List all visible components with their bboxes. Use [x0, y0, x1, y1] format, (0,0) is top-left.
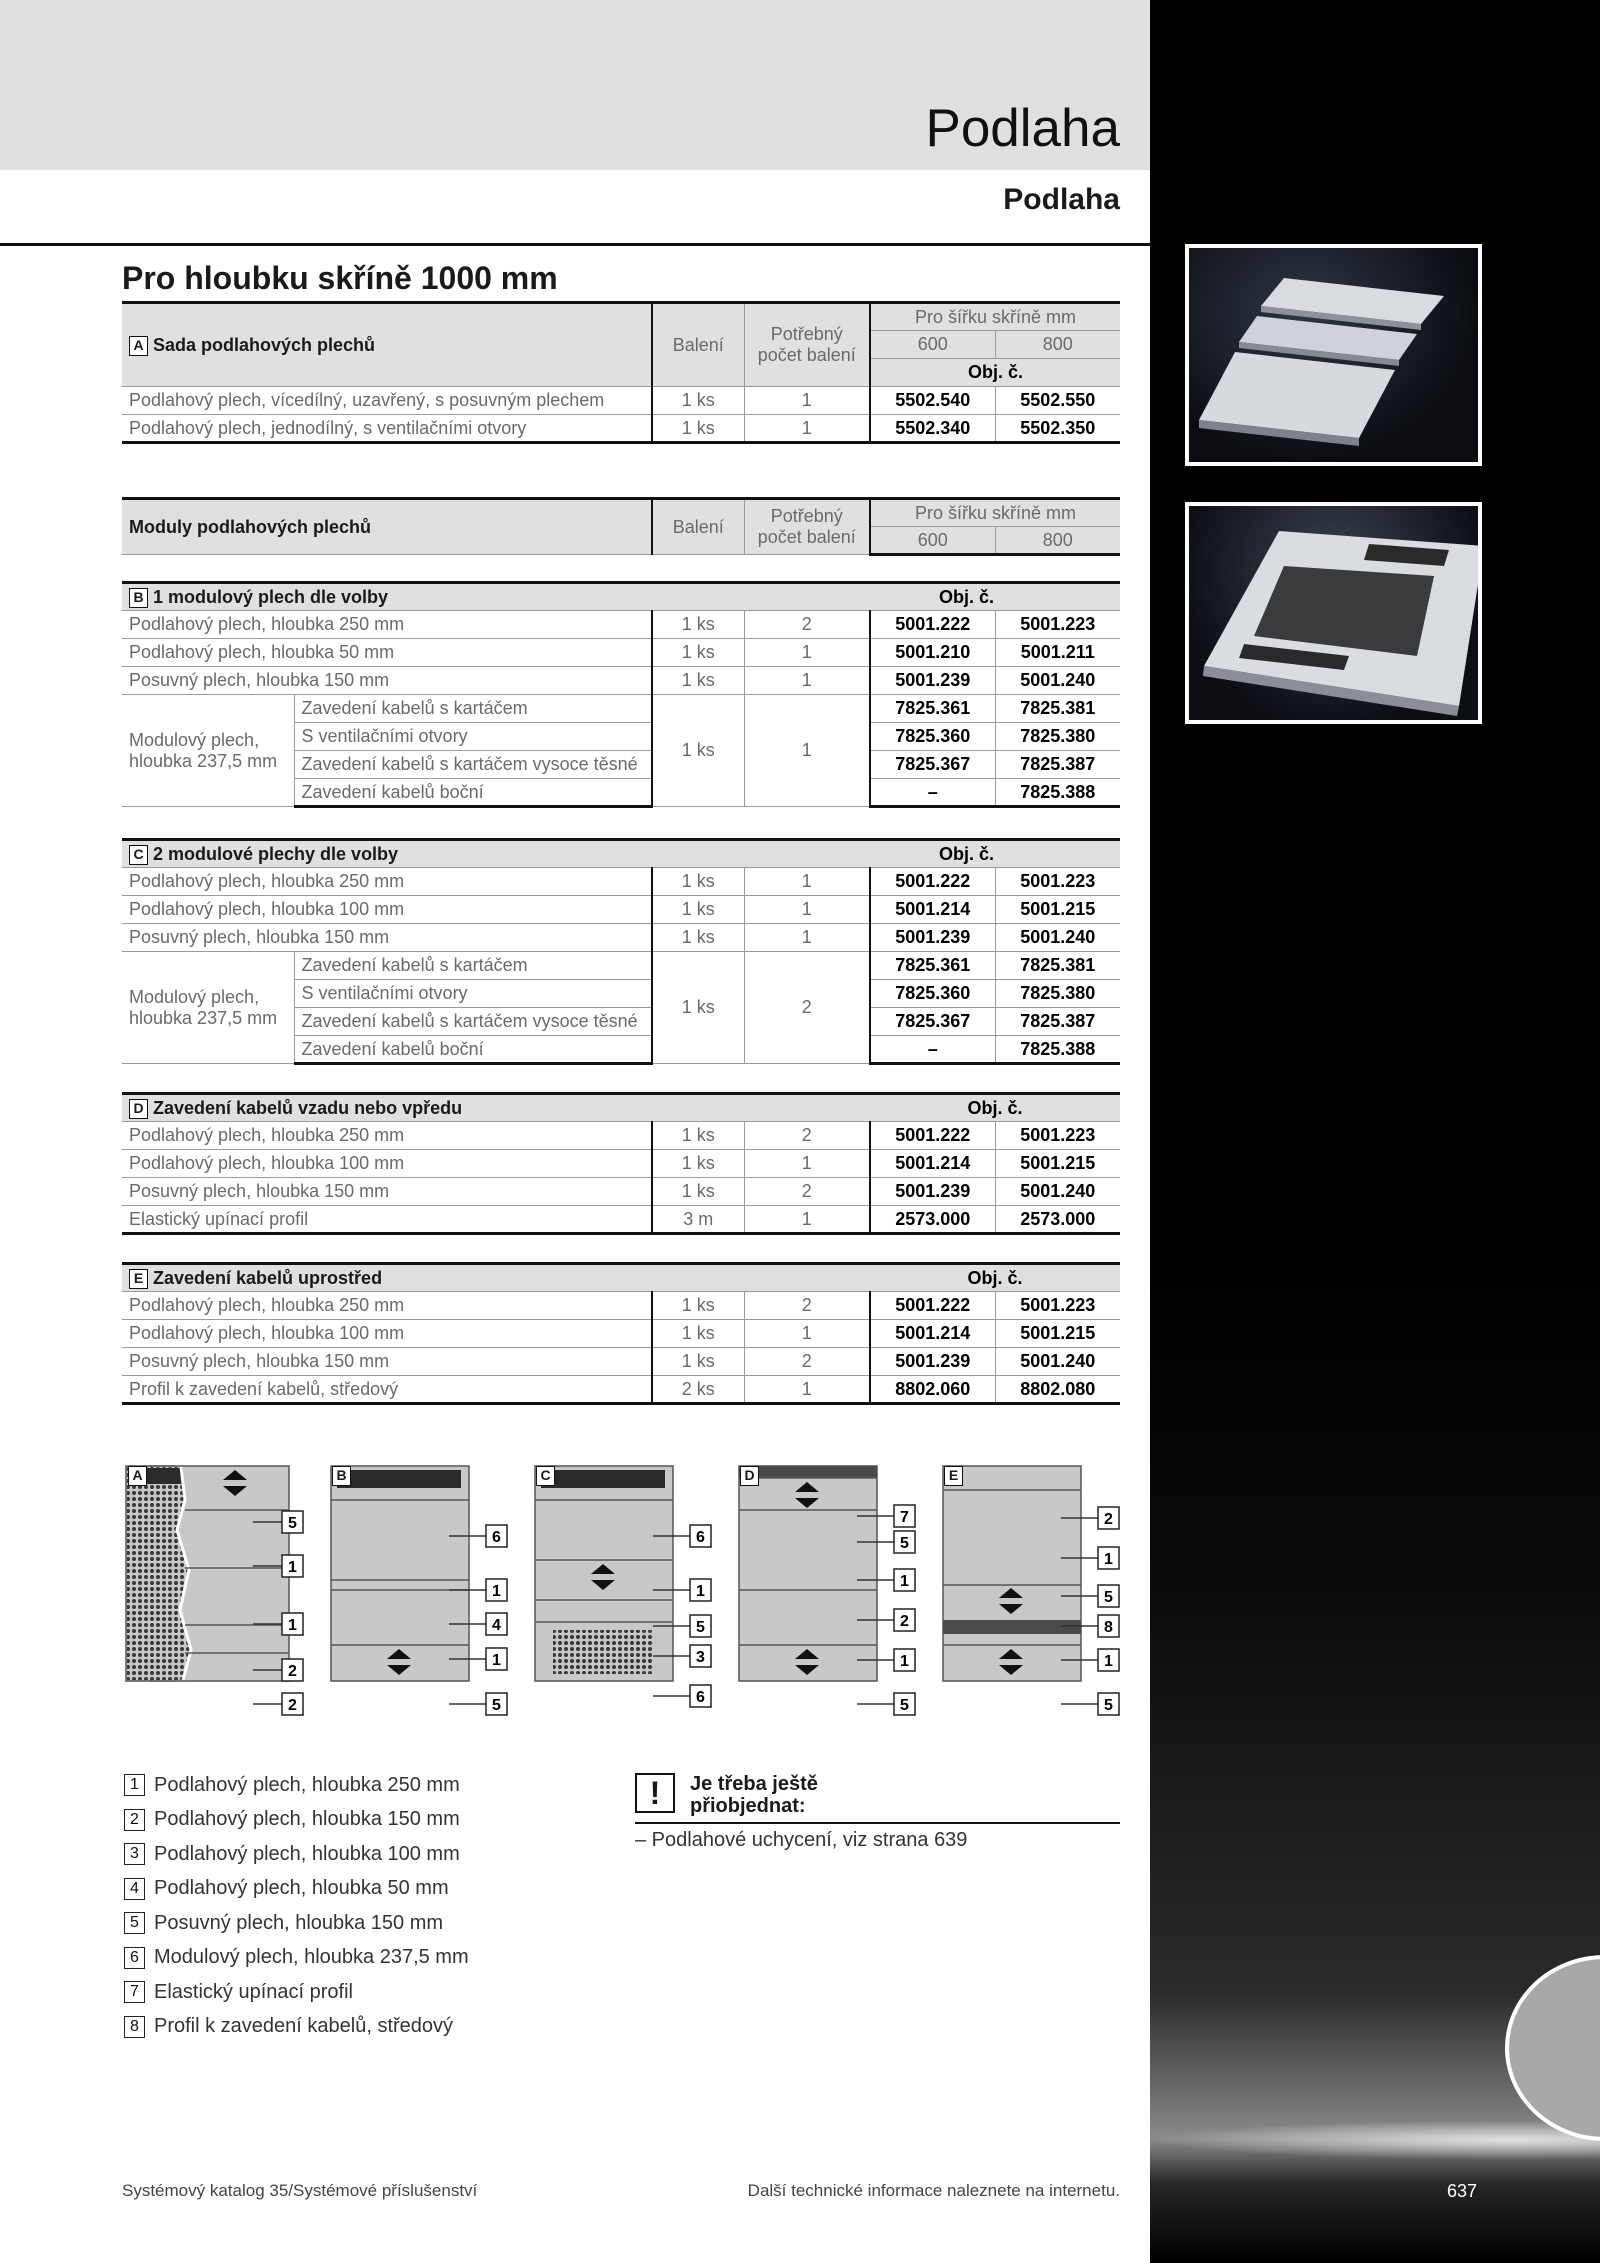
order-no-800: 7825.380	[995, 980, 1120, 1008]
callout-number: 2	[900, 1613, 909, 1630]
row-name: Podlahový plech, vícedílný, uzavřený, s posuvným plechem	[122, 387, 652, 415]
order-no-600: 5502.340	[870, 415, 995, 443]
row-name: Podlahový plech, hloubka 50 mm	[122, 639, 652, 667]
order-no-600: 5001.239	[870, 1178, 995, 1206]
table-e-title: Zavedení kabelů uprostřed	[153, 1267, 383, 1288]
diagram-c	[533, 1460, 733, 1725]
legend-text: Podlahový plech, hloubka 100 mm	[154, 1842, 460, 1865]
callout-number: 6	[696, 1529, 705, 1546]
row-pack: 1 ks	[652, 1122, 744, 1150]
module-variant: Zavedení kabelů boční	[294, 1036, 652, 1064]
row-name: Posuvný plech, hloubka 150 mm	[122, 1178, 652, 1206]
module-pack: 1 ks	[652, 952, 744, 1064]
callout-number: 4	[492, 1617, 501, 1634]
legend-number: 7	[124, 1981, 145, 2003]
col-packaging: Balení	[652, 303, 744, 387]
order-no-800: 5502.550	[995, 387, 1120, 415]
order-no-header: Obj. č.	[870, 359, 1120, 387]
row-pack: 1 ks	[652, 387, 744, 415]
callout-number: 5	[900, 1697, 909, 1714]
row-pack: 1 ks	[652, 639, 744, 667]
order-no-800: 7825.387	[995, 751, 1120, 779]
diagram-letter-c: C	[536, 1466, 555, 1486]
legend-text: Podlahový plech, hloubka 150 mm	[154, 1808, 460, 1831]
row-need: 2	[744, 1178, 870, 1206]
callout-number: 7	[900, 1509, 909, 1526]
order-no-800: 5001.240	[995, 1178, 1120, 1206]
order-no-600: –	[870, 1036, 995, 1064]
table-b-title: 1 modulový plech dle volby	[153, 586, 389, 607]
order-no-600: 7825.367	[870, 1008, 995, 1036]
diagram-b	[329, 1460, 529, 1725]
footer-left: Systémový katalog 35/Systémové příslušenství	[122, 2181, 478, 2200]
diagram-letter-a: A	[128, 1466, 147, 1486]
order-no-800: 5001.215	[995, 1320, 1120, 1348]
order-no-800: 5001.215	[995, 1150, 1120, 1178]
row-pack: 1 ks	[652, 1292, 744, 1320]
row-pack: 3 m	[652, 1206, 744, 1234]
letter-box-c: C	[129, 845, 148, 865]
row-need: 1	[744, 415, 870, 443]
order-no-label: Obj. č.	[939, 843, 995, 864]
order-no-600: 5502.540	[870, 387, 995, 415]
row-pack: 1 ks	[652, 1178, 744, 1206]
order-no-600: 7825.361	[870, 952, 995, 980]
col-cabinet-width: Pro šířku skříně mm	[870, 499, 1120, 527]
legend-number: 8	[124, 2016, 145, 2038]
callout-number: 5	[900, 1535, 909, 1552]
legend-item	[124, 1941, 469, 1976]
row-need: 1	[744, 387, 870, 415]
callout-number: 5	[288, 1515, 297, 1532]
row-need: 2	[744, 1292, 870, 1320]
module-variant: Zavedení kabelů boční	[294, 779, 652, 807]
order-no-800: 7825.381	[995, 952, 1120, 980]
diagram-e	[941, 1460, 1141, 1725]
order-no-800: 7825.387	[995, 1008, 1120, 1036]
row-pack: 2 ks	[652, 1376, 744, 1404]
order-no-800: 8802.080	[995, 1376, 1120, 1404]
row-name: Podlahový plech, hloubka 250 mm	[122, 1292, 652, 1320]
row-need: 1	[744, 639, 870, 667]
legend-number: 5	[124, 1912, 145, 1934]
note-rule	[635, 1822, 1120, 1824]
callout-number: 1	[492, 1652, 501, 1669]
col-packaging: Balení	[652, 499, 744, 555]
legend-item	[124, 1975, 469, 2010]
order-no-600: 7825.360	[870, 980, 995, 1008]
order-no-800: 5001.211	[995, 639, 1120, 667]
callout-number: 1	[288, 1559, 297, 1576]
order-no-label: Obj. č.	[939, 586, 995, 607]
exclamation-icon: !	[635, 1773, 675, 1813]
legend-text: Podlahový plech, hloubka 50 mm	[154, 1877, 449, 1900]
module-variant: Zavedení kabelů s kartáčem	[294, 952, 652, 980]
callout-number: 2	[288, 1697, 297, 1714]
order-no-800: 7825.388	[995, 779, 1120, 807]
module-variant: Zavedení kabelů s kartáčem vysoce těsné	[294, 751, 652, 779]
legend-number: 3	[124, 1843, 145, 1865]
table-floor-plate-set	[122, 301, 1120, 444]
row-name: Podlahový plech, hloubka 250 mm	[122, 1122, 652, 1150]
callout-number: 6	[696, 1689, 705, 1706]
legend-text: Profil k zavedení kabelů, středový	[154, 2015, 454, 2038]
legend	[124, 1768, 469, 2044]
row-need: 2	[744, 1348, 870, 1376]
width-600: 600	[870, 331, 995, 359]
order-no-600: 5001.222	[870, 1292, 995, 1320]
legend-item	[124, 1906, 469, 1941]
order-no-600: 7825.361	[870, 695, 995, 723]
width-600: 600	[870, 527, 995, 555]
module-variant: Zavedení kabelů s kartáčem vysoce těsné	[294, 1008, 652, 1036]
row-pack: 1 ks	[652, 896, 744, 924]
row-pack: 1 ks	[652, 1150, 744, 1178]
legend-text: Podlahový plech, hloubka 250 mm	[154, 1773, 460, 1796]
row-need: 2	[744, 1122, 870, 1150]
title-rule	[0, 243, 1150, 246]
module-variant: S ventilačními otvory	[294, 980, 652, 1008]
row-pack: 1 ks	[652, 868, 744, 896]
col-cabinet-width: Pro šířku skříně mm	[870, 303, 1120, 331]
order-no-header: Obj. č.	[870, 1094, 1120, 1122]
callout-number: 1	[900, 1573, 909, 1590]
diagram-letter-b: B	[332, 1466, 351, 1486]
module-plate-name: Modulový plech, hloubka 237,5 mm	[122, 952, 294, 1064]
page-subtitle: Podlaha	[1003, 183, 1120, 216]
row-name: Posuvný plech, hloubka 150 mm	[122, 924, 652, 952]
row-need: 2	[744, 611, 870, 639]
diagram-letter-e: E	[944, 1466, 963, 1486]
callout-number: 1	[900, 1653, 909, 1670]
width-800: 800	[995, 331, 1120, 359]
row-name: Podlahový plech, hloubka 100 mm	[122, 1150, 652, 1178]
row-name: Podlahový plech, hloubka 100 mm	[122, 896, 652, 924]
callout-number: 5	[696, 1619, 705, 1636]
table-c-title: 2 modulové plechy dle volby	[153, 843, 399, 864]
table-modules-header	[122, 497, 1120, 556]
callout-number: 1	[696, 1583, 705, 1600]
module-pack: 1 ks	[652, 695, 744, 807]
module-variant: S ventilačními otvory	[294, 723, 652, 751]
legend-item	[124, 2010, 469, 2045]
col-required-count: Potřebný počet balení	[744, 303, 870, 387]
modules-title: Moduly podlahových plechů	[122, 499, 652, 555]
callout-number: 1	[492, 1583, 501, 1600]
row-pack: 1 ks	[652, 611, 744, 639]
callout-number: 3	[696, 1649, 705, 1666]
row-need: 1	[744, 1376, 870, 1404]
row-need: 1	[744, 868, 870, 896]
callout-number: 5	[1104, 1697, 1113, 1714]
row-name: Podlahový plech, hloubka 250 mm	[122, 868, 652, 896]
callout-number: 5	[1104, 1589, 1113, 1606]
table-e-cable-entry-center	[122, 1262, 1120, 1405]
section-title: Pro hloubku skříně 1000 mm	[122, 260, 558, 296]
order-no-800: 5001.215	[995, 896, 1120, 924]
row-pack: 1 ks	[652, 1348, 744, 1376]
legend-number: 2	[124, 1809, 145, 1831]
order-no-header	[939, 583, 1120, 611]
row-name: Podlahový plech, jednodílný, s ventilačními otvory	[122, 415, 652, 443]
letter-box-a: A	[129, 336, 148, 356]
legend-text: Elastický upínací profil	[154, 1980, 353, 2003]
legend-item	[124, 1837, 469, 1872]
row-name: Podlahový plech, hloubka 100 mm	[122, 1320, 652, 1348]
order-no-600: 2573.000	[870, 1206, 995, 1234]
order-no-800: 5001.223	[995, 868, 1120, 896]
row-need: 1	[744, 1206, 870, 1234]
callout-number: 1	[1104, 1551, 1113, 1568]
order-no-800: 5001.240	[995, 1348, 1120, 1376]
callout-number: 2	[288, 1663, 297, 1680]
order-no-600: 5001.214	[870, 1320, 995, 1348]
row-need: 1	[744, 924, 870, 952]
table-b-one-module	[122, 581, 1120, 808]
order-no-800: 5001.240	[995, 924, 1120, 952]
order-no-600: 5001.222	[870, 611, 995, 639]
row-need: 1	[744, 896, 870, 924]
light-glow	[1150, 2120, 1600, 2160]
order-no-800: 5001.240	[995, 667, 1120, 695]
legend-item	[124, 1803, 469, 1838]
order-no-800: 2573.000	[995, 1206, 1120, 1234]
table-c-two-modules	[122, 838, 1120, 1065]
callout-number: 1	[1104, 1653, 1113, 1670]
order-no-600: 7825.360	[870, 723, 995, 751]
callout-number: 1	[288, 1617, 297, 1634]
order-no-800: 5502.350	[995, 415, 1120, 443]
page-number: 637	[1447, 2181, 1478, 2201]
order-no-600: 5001.239	[870, 667, 995, 695]
row-name: Elastický upínací profil	[122, 1206, 652, 1234]
row-need: 1	[744, 1150, 870, 1178]
callout-number: 6	[492, 1529, 501, 1546]
note-item: – Podlahové uchycení, viz strana 639	[635, 1829, 968, 1851]
order-no-800: 7825.381	[995, 695, 1120, 723]
floor-plate-set-photo	[1185, 244, 1482, 466]
row-pack: 1 ks	[652, 1320, 744, 1348]
order-no-600: 5001.214	[870, 1150, 995, 1178]
row-name: Profil k zavedení kabelů, středový	[122, 1376, 652, 1404]
legend-item	[124, 1872, 469, 1907]
module-plate-name: Modulový plech, hloubka 237,5 mm	[122, 695, 294, 807]
row-name: Posuvný plech, hloubka 150 mm	[122, 667, 652, 695]
order-no-800: 5001.223	[995, 1292, 1120, 1320]
callout-number: 5	[492, 1697, 501, 1714]
letter-box-e: E	[129, 1269, 148, 1289]
order-no-600: 5001.239	[870, 1348, 995, 1376]
table-a-title: Sada podlahových plechů	[153, 334, 376, 355]
col-required-count: Potřebný počet balení	[744, 499, 870, 555]
floor-plate-module-photo	[1185, 502, 1482, 724]
legend-text: Modulový plech, hloubka 237,5 mm	[154, 1946, 469, 1969]
callout-number: 8	[1104, 1619, 1113, 1636]
legend-number: 4	[124, 1878, 145, 1900]
order-no-800: 5001.223	[995, 611, 1120, 639]
order-no-800: 7825.380	[995, 723, 1120, 751]
row-name: Podlahový plech, hloubka 250 mm	[122, 611, 652, 639]
page-title: Podlaha	[925, 99, 1120, 158]
footer-right: Další technické informace naleznete na internetu.	[747, 2181, 1120, 2200]
table-d-cable-entry-rear-front	[122, 1092, 1120, 1235]
order-no-header	[939, 840, 1120, 868]
diagram-d	[737, 1460, 937, 1725]
order-no-800: 7825.388	[995, 1036, 1120, 1064]
legend-number: 6	[124, 1947, 145, 1969]
callout-number: 2	[1104, 1511, 1113, 1528]
row-pack: 1 ks	[652, 667, 744, 695]
module-need: 1	[744, 695, 870, 807]
order-no-600: –	[870, 779, 995, 807]
order-no-600: 5001.222	[870, 868, 995, 896]
order-no-600: 5001.214	[870, 896, 995, 924]
row-name: Posuvný plech, hloubka 150 mm	[122, 1348, 652, 1376]
order-no-800: 5001.223	[995, 1122, 1120, 1150]
diagram-letter-d: D	[740, 1466, 759, 1486]
order-no-600: 5001.210	[870, 639, 995, 667]
module-variant: Zavedení kabelů s kartáčem	[294, 695, 652, 723]
legend-item	[124, 1768, 469, 1803]
order-no-header: Obj. č.	[870, 1264, 1120, 1292]
order-no-600: 8802.060	[870, 1376, 995, 1404]
order-no-600: 7825.367	[870, 751, 995, 779]
legend-number: 1	[124, 1774, 145, 1796]
row-need: 1	[744, 1320, 870, 1348]
table-d-title: Zavedení kabelů vzadu nebo vpředu	[153, 1097, 463, 1118]
row-pack: 1 ks	[652, 924, 744, 952]
legend-text: Posuvný plech, hloubka 150 mm	[154, 1911, 444, 1934]
order-no-600: 5001.239	[870, 924, 995, 952]
order-no-600: 5001.222	[870, 1122, 995, 1150]
letter-box-d: D	[129, 1099, 148, 1119]
diagram-a	[125, 1460, 325, 1725]
row-pack: 1 ks	[652, 415, 744, 443]
row-need: 1	[744, 667, 870, 695]
module-need: 2	[744, 952, 870, 1064]
letter-box-b: B	[129, 588, 148, 608]
width-800: 800	[995, 527, 1120, 555]
note-title: Je třeba ještě přiobjednat:	[690, 1773, 818, 1817]
